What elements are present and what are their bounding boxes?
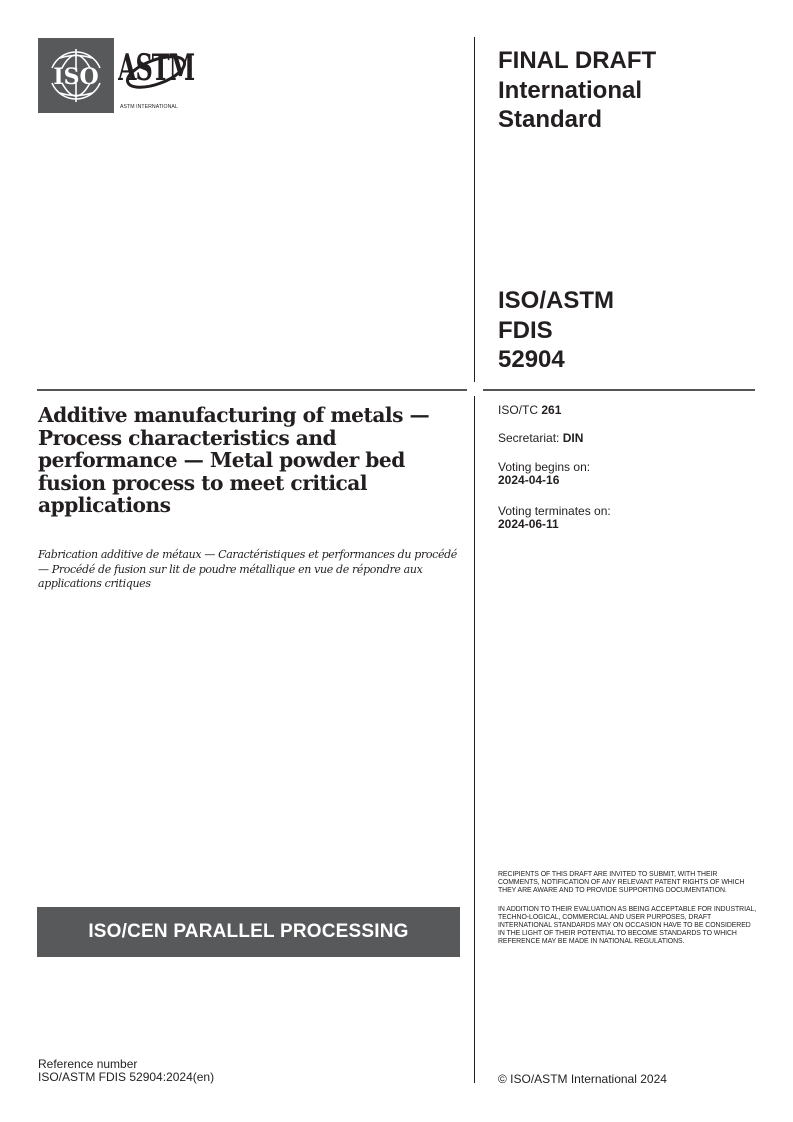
committee-label: ISO/TC — [498, 403, 539, 417]
iso-logo — [38, 38, 114, 113]
voting-terminates-date: 2024-06-11 — [498, 517, 559, 531]
reference-number — [38, 1058, 214, 1084]
voting-terminates-label: Voting terminates on: — [498, 504, 611, 518]
voting-terminates — [498, 505, 611, 531]
vertical-divider-top — [474, 37, 475, 382]
document-title: Additive manufacturing of metals — Process characteristics and performance — Metal powder bed fusion process to meet critical applications — [38, 403, 430, 518]
notice-paragraph-1: RECIPIENTS OF THIS DRAFT ARE INVITED TO SUBMIT, WITH THEIR COMMENTS, NOTIFICATION OF ANY RELEVANT PATENT RIGHTS OF WHICH THEY ARE AWARE AND TO PROVIDE SUPPORTING DOCUMENTATION. — [498, 871, 745, 894]
doc-number-line: FDIS — [498, 316, 553, 344]
astm-caption: ASTM INTERNATIONAL — [120, 104, 178, 110]
horizontal-divider-right — [483, 389, 755, 391]
svg-text:ASTM: ASTM — [118, 47, 195, 90]
notice-paragraph-2: IN ADDITION TO THEIR EVALUATION AS BEING ACCEPTABLE FOR INDUSTRIAL, TECHNO-LOGICAL, COMMERCIAL AND USER PURPOSES, DRAFT INTERNATIONAL STANDARDS MAY ON OCCASION HAVE TO BE CONSIDERED IN THE LIGHT OF THEIR POTENTIAL TO BECOME STANDARDS TO WHICH REFERENCE MAY BE MADE IN NATIONAL REGULATIONS. — [498, 906, 757, 945]
doc-type-line: International — [498, 76, 643, 104]
reference-label: Reference number — [38, 1057, 138, 1071]
committee-value: 261 — [541, 403, 562, 417]
iso-globe-icon — [38, 38, 114, 113]
doc-number-line: 52904 — [498, 346, 565, 373]
astm-emblem-icon — [118, 38, 198, 104]
document-type — [498, 46, 656, 135]
voting-begins — [498, 461, 590, 487]
secretariat-label: Secretariat: — [498, 431, 560, 445]
horizontal-divider-left — [37, 389, 467, 391]
reference-value: ISO/ASTM FDIS 52904:2024(en) — [38, 1070, 215, 1084]
doc-type-line: FINAL DRAFT — [498, 47, 657, 74]
doc-type-line: Standard — [498, 106, 603, 133]
svg-text:ISO: ISO — [53, 64, 99, 90]
document-title-french: Fabrication additive de métaux — Caractéristiques et performances du procédé — Procédé de fusion sur lit de poudre métallique en vue de répondre aux applications critiques — [38, 548, 457, 590]
copyright: © ISO/ASTM International 2024 — [498, 1072, 667, 1086]
vertical-divider-bottom — [474, 396, 475, 1083]
voting-begins-date: 2024-04-16 — [498, 473, 560, 487]
parallel-processing-banner: ISO/CEN PARALLEL PROCESSING — [37, 907, 460, 957]
document-number — [498, 286, 614, 375]
committee — [498, 404, 561, 417]
secretariat-value: DIN — [562, 431, 584, 445]
voting-begins-label: Voting begins on: — [498, 460, 591, 474]
doc-number-line: ISO/ASTM — [498, 287, 615, 314]
secretariat — [498, 432, 583, 445]
